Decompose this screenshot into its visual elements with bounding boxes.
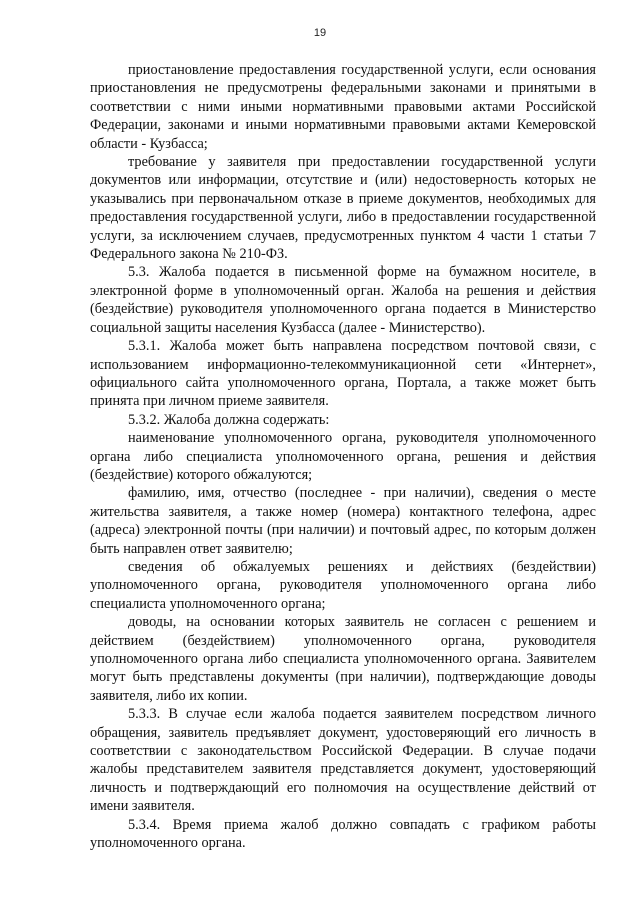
paragraph-applicant-details: фамилию, имя, отчество (последнее - при наличии), сведения о месте жительства заявителя, а также номер (номера) контактного телефона, адрес (адреса) электронной почты (при наличии) и почтовый адрес, по которым должен быть направлен ответ заявителю; [90, 485, 596, 557]
paragraph-suspension-grounds: приостановление предоставления государственной услуги, если основания приостановления не предусмотрены федеральными законами и принятыми в соответствии с ними иными нормативными правовыми актами Российской Федерации, законами и иными нормативными правовыми актами Кемеровской области - Кузбасса; [90, 62, 596, 152]
paragraph-5-3-2: 5.3.2. Жалоба должна содержать: [128, 411, 330, 428]
paragraph-5-3-3: 5.3.3. В случае если жалоба подается заявителем посредством личного обращения, заявитель предъявляет документ, удостоверяющий его личность в соответствии с законодательством Российской Федерации. В случае подачи жалобы представителем заявителя представляется документ, удостоверяющий личность и подтверждающий его полномочия на осуществление действий от имени заявителя. [90, 706, 596, 815]
paragraph-document-requirement: требование у заявителя при предоставлении государственной услуги документов или информации, отсутствие и (или) недостоверность которых не указывались при первоначальном отказе в приеме документов, необходимых для предоставления государственной услуги, либо в предоставлении государственной услуги, за исключением случаев, предусмотренных пунктом 4 части 1 статьи 7 Федерального закона № 210-ФЗ. [90, 154, 596, 263]
paragraph-5-3-1: 5.3.1. Жалоба может быть направлена посредством почтовой связи, с использованием информационно-телекоммуникационной сети «Интернет», официального сайта уполномоченного органа, Портала, а также может быть принята при личном приеме заявителя. [90, 338, 596, 410]
page-number: 19 [313, 27, 327, 39]
paragraph-arguments: доводы, на основании которых заявитель не согласен с решением и действием (бездействием) уполномоченного органа, руководителя уполномоченного органа либо специалиста уполномоченного органа. Заявителем могут быть представлены документы (при наличии), подтверждающие доводы заявителя, либо их копии. [90, 614, 596, 704]
paragraph-appealed-decisions: сведения об обжалуемых решениях и действиях (бездействии) уполномоченного органа, руководителя уполномоченного органа либо специалиста уполномоченного органа; [90, 558, 596, 612]
paragraph-5-3-4: 5.3.4. Время приема жалоб должно совпадать с графиком работы уполномоченного органа. [90, 816, 596, 852]
paragraph-authority-name: наименование уполномоченного органа, руководителя уполномоченного органа либо специалиста уполномоченного органа, решения и действия (бездействие) которого обжалуются; [90, 430, 596, 483]
paragraph-5-3: 5.3. Жалоба подается в письменной форме на бумажном носителе, в электронной форме в уполномоченный орган. Жалоба на решения и действия (бездействие) руководителя уполномоченного органа подается в Министерство социальной защиты населения Кузбасса (далее - Министерство). [90, 264, 596, 336]
document-body [90, 61, 596, 852]
